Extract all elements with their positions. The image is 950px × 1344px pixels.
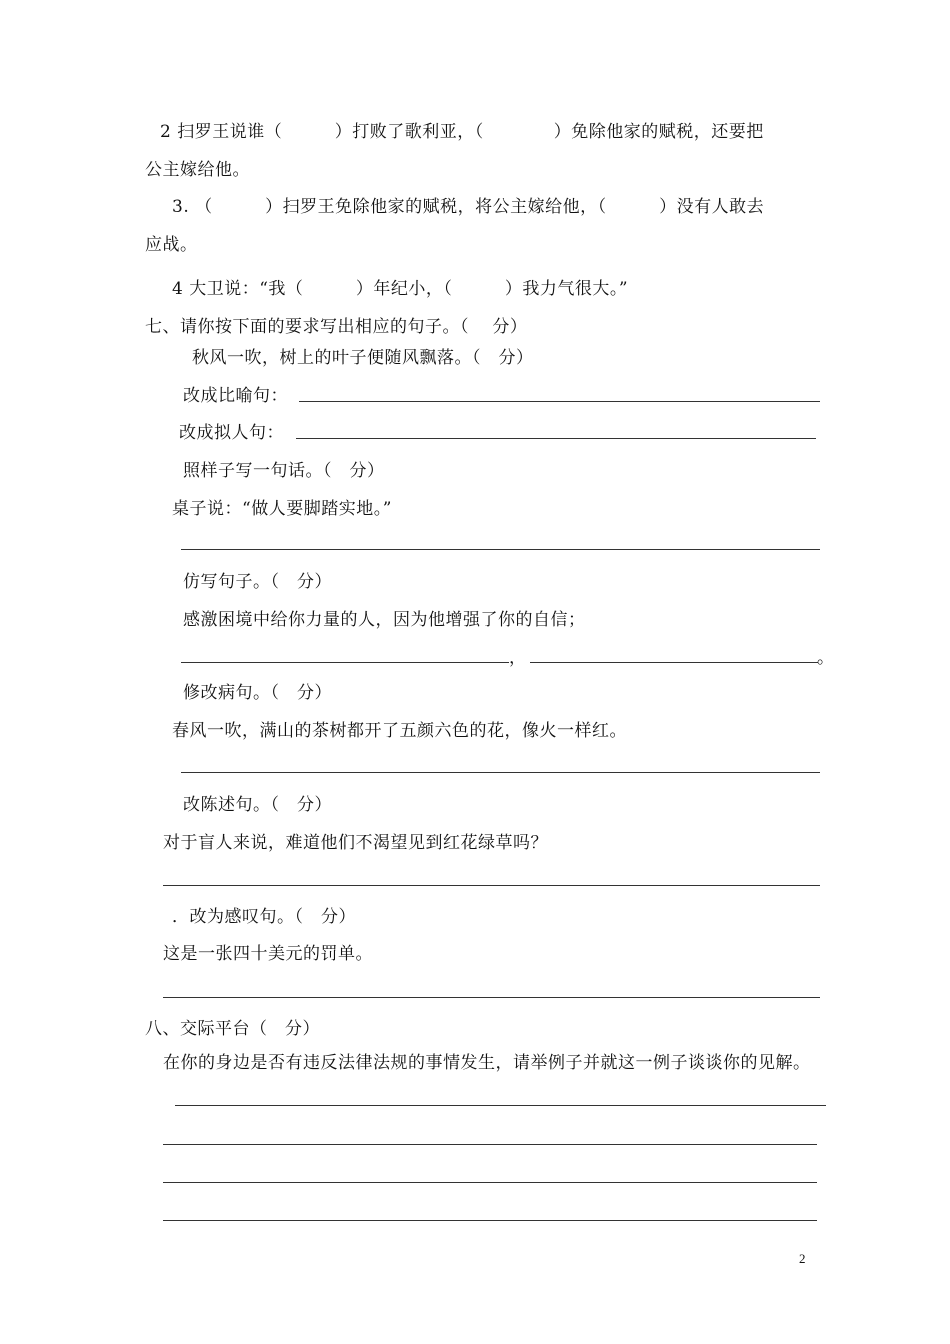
page-number: 2 (799, 1251, 806, 1266)
s7-imitation-answer-line-2[interactable] (530, 662, 818, 663)
s8-answer-line-4[interactable] (163, 1220, 817, 1221)
s7-imitation-period: 。 (817, 648, 835, 668)
s7-metaphor-answer-line[interactable] (299, 401, 820, 402)
q6-item-3-line1: 3. （ ）扫罗王免除他家的赋税，将公主嫁给他，（ ）没有人敢去 (172, 197, 765, 217)
s7-declarative-answer-line[interactable] (163, 885, 820, 886)
s7-imitation-sentence: 感激困境中给你力量的人，因为他增强了你的自信； (183, 610, 586, 630)
s7-example-sentence: 桌子说：“做人要脚踏实地。” (172, 499, 392, 519)
s7-imitation-answer-line-1[interactable] (181, 662, 509, 663)
s7-imitation-comma: ， (509, 648, 527, 668)
s7-exclamatory-answer-line[interactable] (163, 997, 820, 998)
s8-prompt: 在你的身边是否有违反法律法规的事情发生，请举例子并就这一例子谈谈你的见解。 (163, 1053, 811, 1073)
s7-correction-sentence: 春风一吹，满山的茶树都开了五颜六色的花，像火一样红。 (172, 721, 627, 741)
s7-example-instruction: 照样子写一句话。（ 分） (183, 461, 385, 481)
s7-exclamatory-instruction: ．改为感叹句。（ 分） (172, 907, 356, 927)
s8-answer-line-1[interactable] (175, 1105, 826, 1106)
section-7-title: 七、请你按下面的要求写出相应的句子。（ 分） (145, 317, 528, 337)
s7-declarative-instruction: 改陈述句。（ 分） (183, 795, 332, 815)
q6-item-3-line2: 应战。 (145, 235, 198, 255)
s7-metaphor-label: 改成比喻句： (183, 386, 288, 406)
s7-correction-instruction: 修改病句。（ 分） (183, 683, 332, 703)
s8-answer-line-2[interactable] (163, 1144, 817, 1145)
s7-exclamatory-sentence: 这是一张四十美元的罚单。 (163, 944, 373, 964)
s8-answer-line-3[interactable] (163, 1182, 817, 1183)
s7-correction-answer-line[interactable] (181, 772, 820, 773)
s7-imitation-instruction: 仿写句子。（ 分） (183, 572, 332, 592)
q6-item-4: 4 大卫说：“我（ ）年纪小，（ ）我力气很大。” (172, 279, 629, 299)
s7-sentence-1: 秋风一吹，树上的叶子便随风飘落。（ 分） (192, 348, 534, 368)
q6-item-2-line2: 公主嫁给他。 (145, 160, 250, 180)
q6-item-2-line1: 2 扫罗王说谁（ ）打败了歌利亚，（ ）免除他家的赋税，还要把 (160, 122, 764, 142)
s7-declarative-sentence: 对于盲人来说，难道他们不渴望见到红花绿草吗？ (163, 833, 548, 853)
section-8-title: 八、交际平台（ 分） (145, 1019, 320, 1039)
s7-personification-label: 改成拟人句： (179, 423, 284, 443)
s7-example-answer-line[interactable] (181, 549, 820, 550)
s7-personification-answer-line[interactable] (296, 438, 816, 439)
